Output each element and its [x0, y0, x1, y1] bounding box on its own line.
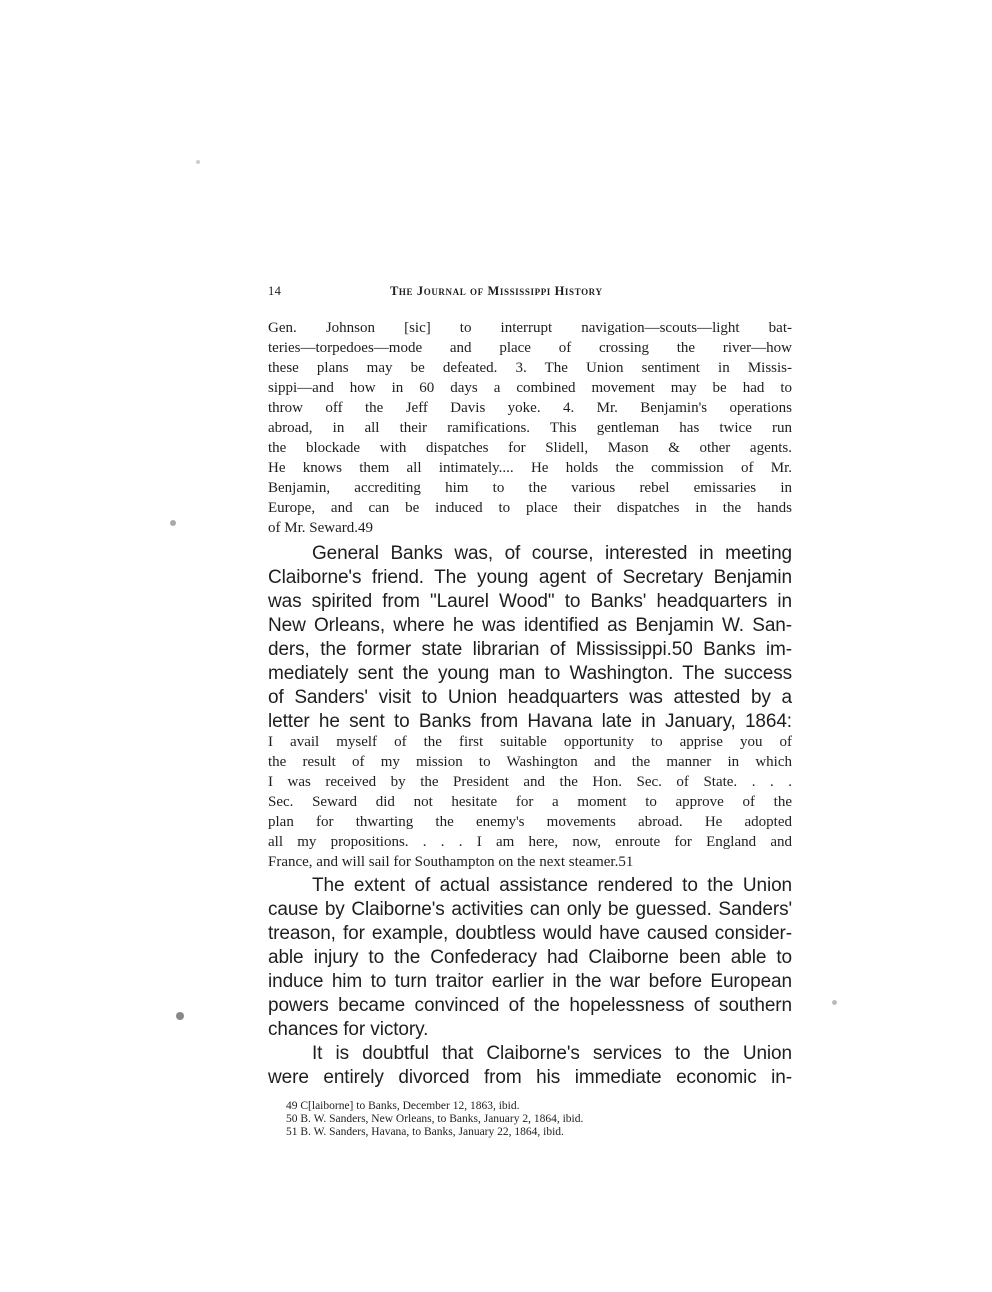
quote-line: sippi—and how in 60 days a combined movement may be had to [268, 380, 792, 396]
footnote: 49 C[laiborne] to Banks, December 12, 1863, ibid. [286, 1100, 520, 1112]
paragraph-line: cause by Claiborne's activities can only be guessed. Sanders' [268, 899, 792, 920]
paragraph-line: treason, for example, doubtless would have caused consider- [268, 923, 792, 944]
scan-speck [832, 1000, 837, 1005]
paragraph-line: General Banks was, of course, interested in meeting [312, 543, 792, 564]
paragraph-line: powers became convinced of the hopelessness of southern [268, 995, 792, 1016]
paragraph-line: ders, the former state librarian of Mississippi.50 Banks im- [268, 639, 792, 660]
quote-block-2 [268, 732, 792, 872]
quote-line: of Mr. Seward.49 [268, 520, 373, 536]
scan-speck [176, 1012, 184, 1020]
scan-speck [170, 520, 176, 526]
running-header [268, 284, 796, 302]
paragraph-line: It is doubtful that Claiborne's services to the Union [312, 1043, 792, 1064]
quote-line: the result of my mission to Washington and the manner in which [268, 754, 792, 770]
paragraph-line: were entirely divorced from his immediate economic in- [268, 1067, 792, 1088]
quote-line: Sec. Seward did not hesitate for a moment to approve of the [268, 794, 792, 810]
paragraph-line: letter he sent to Banks from Havana late in January, 1864: [268, 711, 792, 732]
quote-line: I avail myself of the first suitable opportunity to apprise you of [268, 734, 792, 750]
footnote: 50 B. W. Sanders, New Orleans, to Banks, January 2, 1864, ibid. [286, 1113, 584, 1125]
footnotes [286, 1100, 766, 1139]
page-number: 14 [268, 284, 282, 298]
paragraph-line: of Sanders' visit to Union headquarters was attested by a [268, 687, 792, 708]
paragraph-line: The extent of actual assistance rendered to the Union [312, 875, 792, 896]
journal-title: The Journal of Mississippi History [390, 284, 603, 298]
footnote: 51 B. W. Sanders, Havana, to Banks, January 22, 1864, ibid. [286, 1126, 564, 1138]
paragraph-line: was spirited from "Laurel Wood" to Banks' headquarters in [268, 591, 792, 612]
scan-speck [196, 160, 200, 164]
quote-line: Gen. Johnson [sic] to interrupt navigation—scouts—light bat- [268, 320, 792, 336]
paragraph-2 [268, 874, 792, 1042]
paragraph-line: chances for victory. [268, 1019, 429, 1040]
quote-line: France, and will sail for Southampton on the next steamer.51 [268, 854, 634, 870]
quote-line: throw off the Jeff Davis yoke. 4. Mr. Benjamin's operations [268, 400, 792, 416]
paragraph-line: mediately sent the young man to Washington. The success [268, 663, 792, 684]
quote-line: abroad, in all their ramifications. This gentleman has twice run [268, 420, 792, 436]
quote-line: these plans may be defeated. 3. The Union sentiment in Missis- [268, 360, 792, 376]
quote-line: Benjamin, accrediting him to the various rebel emissaries in [268, 480, 792, 496]
paragraph-line: able injury to the Confederacy had Claiborne been able to [268, 947, 792, 968]
quote-line: I was received by the President and the Hon. Sec. of State. . . . [268, 774, 792, 790]
paragraph-1 [268, 542, 792, 734]
paragraph-line: induce him to turn traitor earlier in the war before European [268, 971, 792, 992]
paragraph-line: Claiborne's friend. The young agent of Secretary Benjamin [268, 567, 792, 588]
quote-line: plan for thwarting the enemy's movements abroad. He adopted [268, 814, 792, 830]
quote-block-1 [268, 318, 792, 538]
paragraph-3 [268, 1042, 792, 1090]
paragraph-line: New Orleans, where he was identified as Benjamin W. San- [268, 615, 792, 636]
quote-line: Europe, and can be induced to place their dispatches in the hands [268, 500, 792, 516]
quote-line: He knows them all intimately.... He holds the commission of Mr. [268, 460, 792, 476]
quote-line: teries—torpedoes—mode and place of crossing the river—how [268, 340, 792, 356]
quote-line: all my propositions. . . . I am here, now, enroute for England and [268, 834, 792, 850]
quote-line: the blockade with dispatches for Slidell, Mason & other agents. [268, 440, 792, 456]
